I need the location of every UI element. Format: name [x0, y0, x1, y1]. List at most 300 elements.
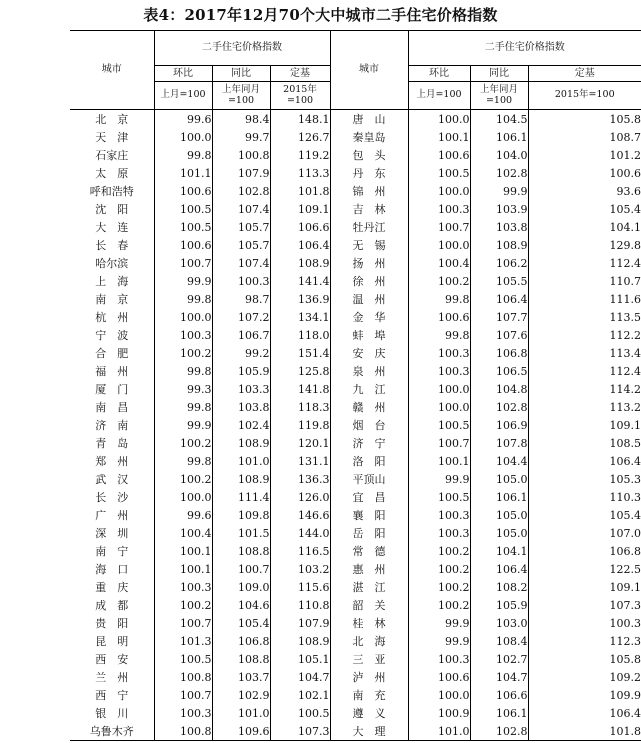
base-cell: 109.9 [528, 686, 641, 704]
yoy-cell: 106.4 [470, 290, 528, 308]
yoy-cell: 100.7 [212, 560, 270, 578]
table-body [70, 110, 641, 741]
yoy-header-right: 同比 [470, 66, 528, 82]
city-cell: 银 川 [95, 706, 129, 720]
yoy-cell: 105.4 [212, 614, 270, 632]
yoy-cell: 106.1 [470, 488, 528, 506]
yoy-cell: 105.0 [470, 506, 528, 524]
city-cell: 大 理 [330, 722, 408, 741]
mom-header-left: 环比 [154, 66, 212, 82]
table-row [70, 578, 641, 596]
city-cell: 平顶山 [330, 470, 408, 488]
yoy-cell: 103.0 [470, 614, 528, 632]
base-cell: 105.8 [528, 650, 641, 668]
yoy-cell: 108.4 [470, 632, 528, 650]
table-row [70, 380, 641, 398]
mom-cell: 99.8 [154, 362, 212, 380]
yoy-base-right: 上年同月=100 [470, 82, 528, 110]
base-cell: 106.4 [528, 452, 641, 470]
city-cell: 贵 阳 [95, 616, 129, 630]
table-header [70, 31, 641, 110]
mom-cell: 99.8 [408, 326, 470, 344]
base-cell: 148.1 [270, 110, 330, 129]
yoy-cell: 111.4 [212, 488, 270, 506]
yoy-cell: 108.8 [212, 650, 270, 668]
yoy-cell: 102.8 [470, 398, 528, 416]
table-row [70, 434, 641, 452]
base-cell: 110.7 [528, 272, 641, 290]
base-cell: 118.3 [270, 398, 330, 416]
city-header-left: 城市 [70, 31, 154, 110]
table-row [70, 614, 641, 632]
mom-cell: 100.8 [154, 722, 212, 741]
table-row [70, 650, 641, 668]
base-cell: 119.8 [270, 416, 330, 434]
yoy-cell: 108.9 [212, 434, 270, 452]
mom-cell: 100.5 [408, 488, 470, 506]
city-cell: 重 庆 [95, 580, 129, 594]
city-cell: 乌鲁木齐 [70, 722, 154, 741]
city-cell: 桂 林 [330, 614, 408, 632]
base-cell: 105.4 [528, 506, 641, 524]
city-cell: 襄 阳 [330, 506, 408, 524]
yoy-cell: 106.7 [212, 326, 270, 344]
mom-cell: 100.7 [154, 254, 212, 272]
mom-cell: 99.8 [154, 290, 212, 308]
city-cell: 遵 义 [330, 704, 408, 722]
base-cell: 104.7 [270, 668, 330, 686]
yoy-cell: 102.4 [212, 416, 270, 434]
yoy-cell: 107.4 [212, 200, 270, 218]
city-cell: 泸 州 [330, 668, 408, 686]
yoy-cell: 105.0 [470, 470, 528, 488]
yoy-cell: 103.3 [212, 380, 270, 398]
city-cell: 烟 台 [330, 416, 408, 434]
city-cell: 北 京 [95, 112, 129, 126]
yoy-cell: 102.9 [212, 686, 270, 704]
base-cell: 129.8 [528, 236, 641, 254]
base-cell: 101.8 [528, 722, 641, 741]
city-cell: 吉 林 [330, 200, 408, 218]
yoy-cell: 103.7 [212, 668, 270, 686]
yoy-cell: 106.8 [470, 344, 528, 362]
city-cell: 宜 昌 [330, 488, 408, 506]
yoy-cell: 103.8 [470, 218, 528, 236]
table-row [70, 344, 641, 362]
table-row [70, 488, 641, 506]
city-cell: 九 江 [330, 380, 408, 398]
city-cell: 惠 州 [330, 560, 408, 578]
base-cell: 100.5 [270, 704, 330, 722]
city-cell: 包 头 [330, 146, 408, 164]
mom-cell: 99.8 [154, 146, 212, 164]
mom-cell: 100.0 [408, 380, 470, 398]
base-cell: 110.3 [528, 488, 641, 506]
base-cell: 106.8 [528, 542, 641, 560]
yoy-cell: 102.8 [470, 164, 528, 182]
table-row [70, 326, 641, 344]
city-cell: 西 宁 [95, 688, 129, 702]
city-cell: 长 沙 [95, 490, 129, 504]
yoy-cell: 101.5 [212, 524, 270, 542]
mom-cell: 100.2 [154, 470, 212, 488]
table-row [70, 506, 641, 524]
base-cell: 113.3 [270, 164, 330, 182]
city-cell: 上 海 [95, 274, 129, 288]
city-cell: 沈 阳 [95, 202, 129, 216]
table-row [70, 452, 641, 470]
mom-cell: 100.3 [154, 326, 212, 344]
city-cell: 唐 山 [330, 110, 408, 129]
yoy-cell: 103.8 [212, 398, 270, 416]
base-cell: 112.4 [528, 362, 641, 380]
city-cell: 北 海 [330, 632, 408, 650]
mom-cell: 99.6 [154, 110, 212, 129]
base-cell: 106.4 [528, 704, 641, 722]
mom-cell: 100.5 [154, 218, 212, 236]
yoy-header-left: 同比 [212, 66, 270, 82]
city-cell: 哈尔滨 [95, 256, 129, 270]
mom-cell: 100.7 [154, 614, 212, 632]
table-row [70, 362, 641, 380]
table-row [70, 254, 641, 272]
base-cell: 131.1 [270, 452, 330, 470]
yoy-cell: 105.0 [470, 524, 528, 542]
mom-cell: 100.5 [154, 650, 212, 668]
mom-cell: 99.9 [408, 470, 470, 488]
city-cell: 秦皇岛 [330, 128, 408, 146]
mom-cell: 100.3 [408, 362, 470, 380]
mom-cell: 100.6 [408, 146, 470, 164]
group-header-left: 二手住宅价格指数 [154, 31, 330, 66]
yoy-cell: 108.8 [212, 542, 270, 560]
city-header-right: 城市 [330, 31, 408, 110]
mom-cell: 100.2 [154, 596, 212, 614]
base-cell: 101.8 [270, 182, 330, 200]
yoy-cell: 104.6 [212, 596, 270, 614]
base-cell: 100.6 [528, 164, 641, 182]
table-row [70, 704, 641, 722]
city-cell: 福 州 [95, 364, 129, 378]
mom-cell: 100.2 [154, 434, 212, 452]
city-cell: 温 州 [330, 290, 408, 308]
city-cell: 天 津 [95, 130, 129, 144]
city-cell: 赣 州 [330, 398, 408, 416]
mom-cell: 99.9 [408, 614, 470, 632]
table-title: 表4：2017年12月70个大中城市二手住宅价格指数 [143, 6, 498, 24]
mom-cell: 100.3 [154, 578, 212, 596]
mom-cell: 99.6 [154, 506, 212, 524]
city-cell: 长 春 [95, 238, 129, 252]
yoy-cell: 107.9 [212, 164, 270, 182]
city-cell: 丹 东 [330, 164, 408, 182]
city-cell: 无 锡 [330, 236, 408, 254]
city-cell: 深 圳 [95, 526, 129, 540]
mom-cell: 100.0 [154, 488, 212, 506]
city-cell: 武 汉 [95, 472, 129, 486]
city-cell: 济 南 [95, 418, 129, 432]
base-cell: 105.3 [528, 470, 641, 488]
yoy-cell: 107.2 [212, 308, 270, 326]
mom-cell: 100.3 [408, 344, 470, 362]
base-cell: 113.5 [528, 308, 641, 326]
yoy-cell: 99.2 [212, 344, 270, 362]
yoy-cell: 102.7 [470, 650, 528, 668]
yoy-cell: 101.0 [212, 704, 270, 722]
city-cell: 泉 州 [330, 362, 408, 380]
table-row [70, 524, 641, 542]
city-cell: 呼和浩特 [89, 184, 134, 198]
yoy-cell: 107.8 [470, 434, 528, 452]
mom-cell: 100.6 [154, 236, 212, 254]
base-cell: 108.9 [270, 254, 330, 272]
yoy-cell: 104.7 [470, 668, 528, 686]
mom-cell: 99.8 [154, 398, 212, 416]
mom-cell: 100.0 [154, 128, 212, 146]
yoy-cell: 107.6 [470, 326, 528, 344]
yoy-cell: 105.7 [212, 236, 270, 254]
mom-cell: 100.6 [154, 182, 212, 200]
table-row [70, 560, 641, 578]
base-cell: 112.4 [528, 254, 641, 272]
yoy-cell: 105.5 [470, 272, 528, 290]
city-cell: 大 连 [95, 220, 129, 234]
yoy-cell: 108.9 [212, 470, 270, 488]
city-cell: 岳 阳 [330, 524, 408, 542]
city-cell: 扬 州 [330, 254, 408, 272]
mom-cell: 99.8 [154, 452, 212, 470]
city-cell: 宁 波 [95, 328, 129, 342]
mom-cell: 100.2 [408, 578, 470, 596]
mom-cell: 100.2 [154, 344, 212, 362]
fixed-base-left: 2015年=100 [270, 82, 330, 110]
mom-cell: 100.2 [408, 596, 470, 614]
table-row [70, 218, 641, 236]
mom-cell: 101.0 [408, 722, 470, 741]
base-cell: 136.9 [270, 290, 330, 308]
mom-cell: 100.1 [408, 128, 470, 146]
yoy-cell: 107.7 [470, 308, 528, 326]
table-row [70, 146, 641, 164]
mom-cell: 101.3 [154, 632, 212, 650]
mom-cell: 100.1 [154, 542, 212, 560]
city-cell: 南 京 [95, 292, 129, 306]
city-cell: 常 德 [330, 542, 408, 560]
base-cell: 108.5 [528, 434, 641, 452]
base-cell: 119.2 [270, 146, 330, 164]
table-row [70, 470, 641, 488]
yoy-cell: 104.0 [470, 146, 528, 164]
yoy-cell: 105.9 [470, 596, 528, 614]
mom-cell: 100.3 [408, 506, 470, 524]
base-cell: 101.2 [528, 146, 641, 164]
base-cell: 112.3 [528, 632, 641, 650]
mom-base-left: 上月=100 [154, 82, 212, 110]
base-cell: 105.8 [528, 110, 641, 129]
yoy-cell: 106.1 [470, 704, 528, 722]
city-cell: 合 肥 [95, 346, 129, 360]
mom-cell: 100.0 [154, 308, 212, 326]
base-cell: 106.4 [270, 236, 330, 254]
table-row [70, 686, 641, 704]
mom-cell: 100.5 [154, 200, 212, 218]
mom-cell: 100.0 [408, 686, 470, 704]
mom-cell: 100.3 [154, 704, 212, 722]
table-row [70, 290, 641, 308]
price-index-table [70, 30, 641, 741]
base-cell: 107.0 [528, 524, 641, 542]
mom-cell: 99.9 [408, 632, 470, 650]
mom-cell: 100.5 [408, 164, 470, 182]
table-row [70, 200, 641, 218]
base-cell: 107.9 [270, 614, 330, 632]
yoy-cell: 99.9 [470, 182, 528, 200]
city-cell: 西 安 [95, 652, 129, 666]
city-cell: 牡丹江 [330, 218, 408, 236]
base-cell: 108.9 [270, 632, 330, 650]
table-row [70, 398, 641, 416]
city-cell: 郑 州 [95, 454, 129, 468]
base-cell: 103.2 [270, 560, 330, 578]
table-row [70, 596, 641, 614]
base-cell: 125.8 [270, 362, 330, 380]
yoy-cell: 99.7 [212, 128, 270, 146]
city-cell: 广 州 [95, 508, 129, 522]
yoy-cell: 104.4 [470, 452, 528, 470]
mom-cell: 100.0 [408, 110, 470, 129]
base-cell: 141.8 [270, 380, 330, 398]
city-cell: 湛 江 [330, 578, 408, 596]
table-row [70, 272, 641, 290]
base-cell: 113.2 [528, 398, 641, 416]
city-cell: 杭 州 [95, 310, 129, 324]
mom-cell: 100.2 [408, 560, 470, 578]
base-header-left: 定基 [270, 66, 330, 82]
city-cell: 青 岛 [95, 436, 129, 450]
city-cell: 锦 州 [330, 182, 408, 200]
mom-cell: 100.8 [154, 668, 212, 686]
base-cell: 112.2 [528, 326, 641, 344]
yoy-cell: 109.0 [212, 578, 270, 596]
yoy-cell: 102.8 [212, 182, 270, 200]
yoy-cell: 109.8 [212, 506, 270, 524]
table-row [70, 236, 641, 254]
base-cell: 116.5 [270, 542, 330, 560]
mom-cell: 100.7 [154, 686, 212, 704]
base-cell: 104.1 [528, 218, 641, 236]
mom-cell: 100.2 [408, 542, 470, 560]
base-cell: 100.3 [528, 614, 641, 632]
yoy-cell: 100.8 [212, 146, 270, 164]
mom-cell: 99.9 [154, 416, 212, 434]
table-row [70, 128, 641, 146]
city-cell: 兰 州 [95, 670, 129, 684]
base-cell: 126.7 [270, 128, 330, 146]
yoy-cell: 98.4 [212, 110, 270, 129]
mom-cell: 100.7 [408, 434, 470, 452]
base-cell: 120.1 [270, 434, 330, 452]
base-cell: 106.6 [270, 218, 330, 236]
base-cell: 151.4 [270, 344, 330, 362]
table-row [70, 722, 641, 741]
city-cell: 济 宁 [330, 434, 408, 452]
mom-cell: 100.9 [408, 704, 470, 722]
mom-cell: 100.5 [408, 416, 470, 434]
base-cell: 146.6 [270, 506, 330, 524]
mom-cell: 100.0 [408, 236, 470, 254]
mom-cell: 101.1 [154, 164, 212, 182]
base-cell: 114.2 [528, 380, 641, 398]
yoy-cell: 108.9 [470, 236, 528, 254]
table-row [70, 632, 641, 650]
mom-base-right: 上月=100 [408, 82, 470, 110]
base-cell: 107.3 [528, 596, 641, 614]
base-cell: 141.4 [270, 272, 330, 290]
group-header-right: 二手住宅价格指数 [408, 31, 641, 66]
table-row [70, 308, 641, 326]
yoy-cell: 106.9 [470, 416, 528, 434]
mom-cell: 100.7 [408, 218, 470, 236]
yoy-cell: 104.1 [470, 542, 528, 560]
yoy-cell: 106.1 [470, 128, 528, 146]
mom-cell: 100.3 [408, 200, 470, 218]
yoy-cell: 105.7 [212, 218, 270, 236]
mom-cell: 100.1 [408, 452, 470, 470]
city-cell: 海 口 [95, 562, 129, 576]
city-cell: 成 都 [95, 598, 129, 612]
yoy-cell: 109.6 [212, 722, 270, 741]
base-cell: 126.0 [270, 488, 330, 506]
mom-cell: 100.4 [408, 254, 470, 272]
base-cell: 102.1 [270, 686, 330, 704]
mom-cell: 100.6 [408, 668, 470, 686]
base-cell: 113.4 [528, 344, 641, 362]
yoy-cell: 103.9 [470, 200, 528, 218]
mom-cell: 100.3 [408, 524, 470, 542]
table-row [70, 182, 641, 200]
yoy-cell: 106.2 [470, 254, 528, 272]
yoy-cell: 107.4 [212, 254, 270, 272]
base-cell: 109.2 [528, 668, 641, 686]
fixed-base-right: 2015年=100 [528, 82, 641, 110]
city-cell: 三 亚 [330, 650, 408, 668]
base-cell: 109.1 [528, 578, 641, 596]
base-cell: 134.1 [270, 308, 330, 326]
yoy-cell: 106.8 [212, 632, 270, 650]
table-row [70, 110, 641, 129]
city-cell: 金 华 [330, 308, 408, 326]
base-cell: 108.7 [528, 128, 641, 146]
city-cell: 徐 州 [330, 272, 408, 290]
base-cell: 105.1 [270, 650, 330, 668]
base-cell: 111.6 [528, 290, 641, 308]
yoy-cell: 101.0 [212, 452, 270, 470]
base-cell: 136.3 [270, 470, 330, 488]
base-cell: 110.8 [270, 596, 330, 614]
city-cell: 太 原 [95, 166, 129, 180]
mom-cell: 99.8 [408, 290, 470, 308]
mom-cell: 100.6 [408, 308, 470, 326]
yoy-cell: 108.2 [470, 578, 528, 596]
city-cell: 洛 阳 [330, 452, 408, 470]
table-row [70, 164, 641, 182]
city-cell: 南 充 [330, 686, 408, 704]
mom-cell: 100.2 [408, 272, 470, 290]
table-row [70, 416, 641, 434]
city-cell: 安 庆 [330, 344, 408, 362]
mom-cell: 99.9 [154, 272, 212, 290]
yoy-cell: 105.9 [212, 362, 270, 380]
